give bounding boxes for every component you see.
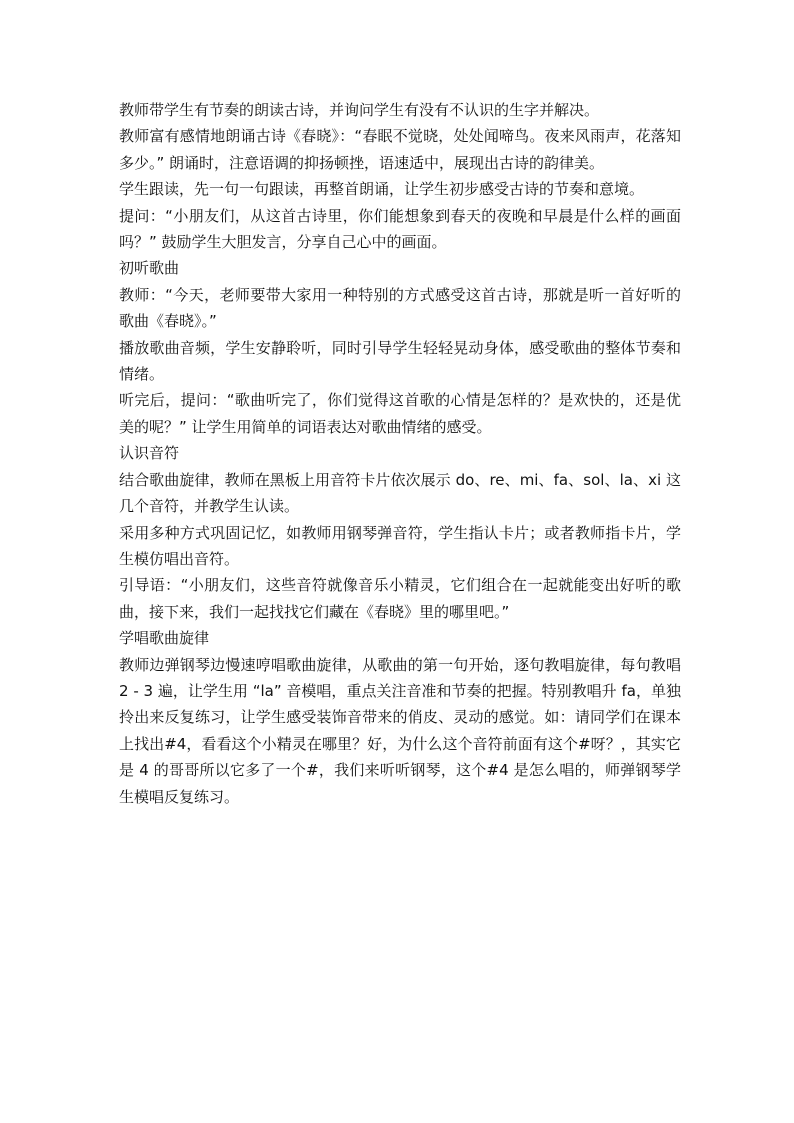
paragraph: 教师带学生有节奏的朗读古诗，并询问学生有没有不认识的生字并解决。 <box>119 101 600 119</box>
paragraph: 结合歌曲旋律，教师在黑板上用音符卡片依次展示 do、re、mi、fa、sol、la、xi 这几个音符，并教学生认读。 <box>119 470 681 516</box>
section-heading: 初听歌曲 <box>119 259 180 278</box>
paragraph: 听完后，提问：“歌曲听完了，你们觉得这首歌的心情是怎样的？是欢快的，还是优美的呢？” 让学生用简单的词语表达对歌曲情绪的感受。 <box>119 391 681 436</box>
paragraph: 教师边弹钢琴边慢速哼唱歌曲旋律，从歌曲的第一句开始，逐句教唱旋律，每句教唱 2 - 3 遍，让学生用 “la” 音模唱，重点关注音准和节奏的把握。特别教唱升 fa，单独拎出来反复练习，让学生感受装饰音带来的俏皮、灵动的感觉。如：请同学们在课本上找出#4，看看这个小精灵在哪里？好，为什么这个音符前面有这个#呀？，其实它是 4 的哥哥所以它多了一个#，我们来听听钢琴，这个#4 是怎么唱的，师弹钢琴学生模唱反复练习。 <box>119 655 681 806</box>
paragraph: 引导语：“小朋友们，这些音符就像音乐小精灵，它们组合在一起就能变出好听的歌曲，接下来，我们一起找找它们藏在《春晓》里的哪里吧。” <box>119 576 681 621</box>
paragraph: 教师富有感情地朗诵古诗《春晓》：“春眠不觉晓，处处闻啼鸟。夜来风雨声，花落知多少。” 朗诵时，注意语调的抑扬顿挫，语速适中，展现出古诗的韵律美。 <box>119 127 681 172</box>
paragraph: 采用多种方式巩固记忆，如教师用钢琴弹音符，学生指认卡片；或者教师指卡片，学生模仿唱出音符。 <box>119 523 681 568</box>
document-body <box>119 97 681 810</box>
paragraph: 学生跟读，先一句一句跟读，再整首朗诵，让学生初步感受古诗的节奏和意境。 <box>119 180 645 199</box>
paragraph: 提问：“小朋友们，从这首古诗里，你们能想象到春天的夜晚和早晨是什么样的画面吗？” 鼓励学生大胆发言，分享自己心中的画面。 <box>119 206 681 252</box>
section-heading: 认识音符 <box>119 444 180 463</box>
section-heading: 学唱歌曲旋律 <box>119 629 210 648</box>
paragraph: 教师：“今天，老师要带大家用一种特别的方式感受这首古诗，那就是听一首好听的歌曲《春晓》。” <box>119 285 681 331</box>
paragraph: 播放歌曲音频，学生安静聆听，同时引导学生轻轻晃动身体，感受歌曲的整体节奏和情绪。 <box>119 338 681 384</box>
